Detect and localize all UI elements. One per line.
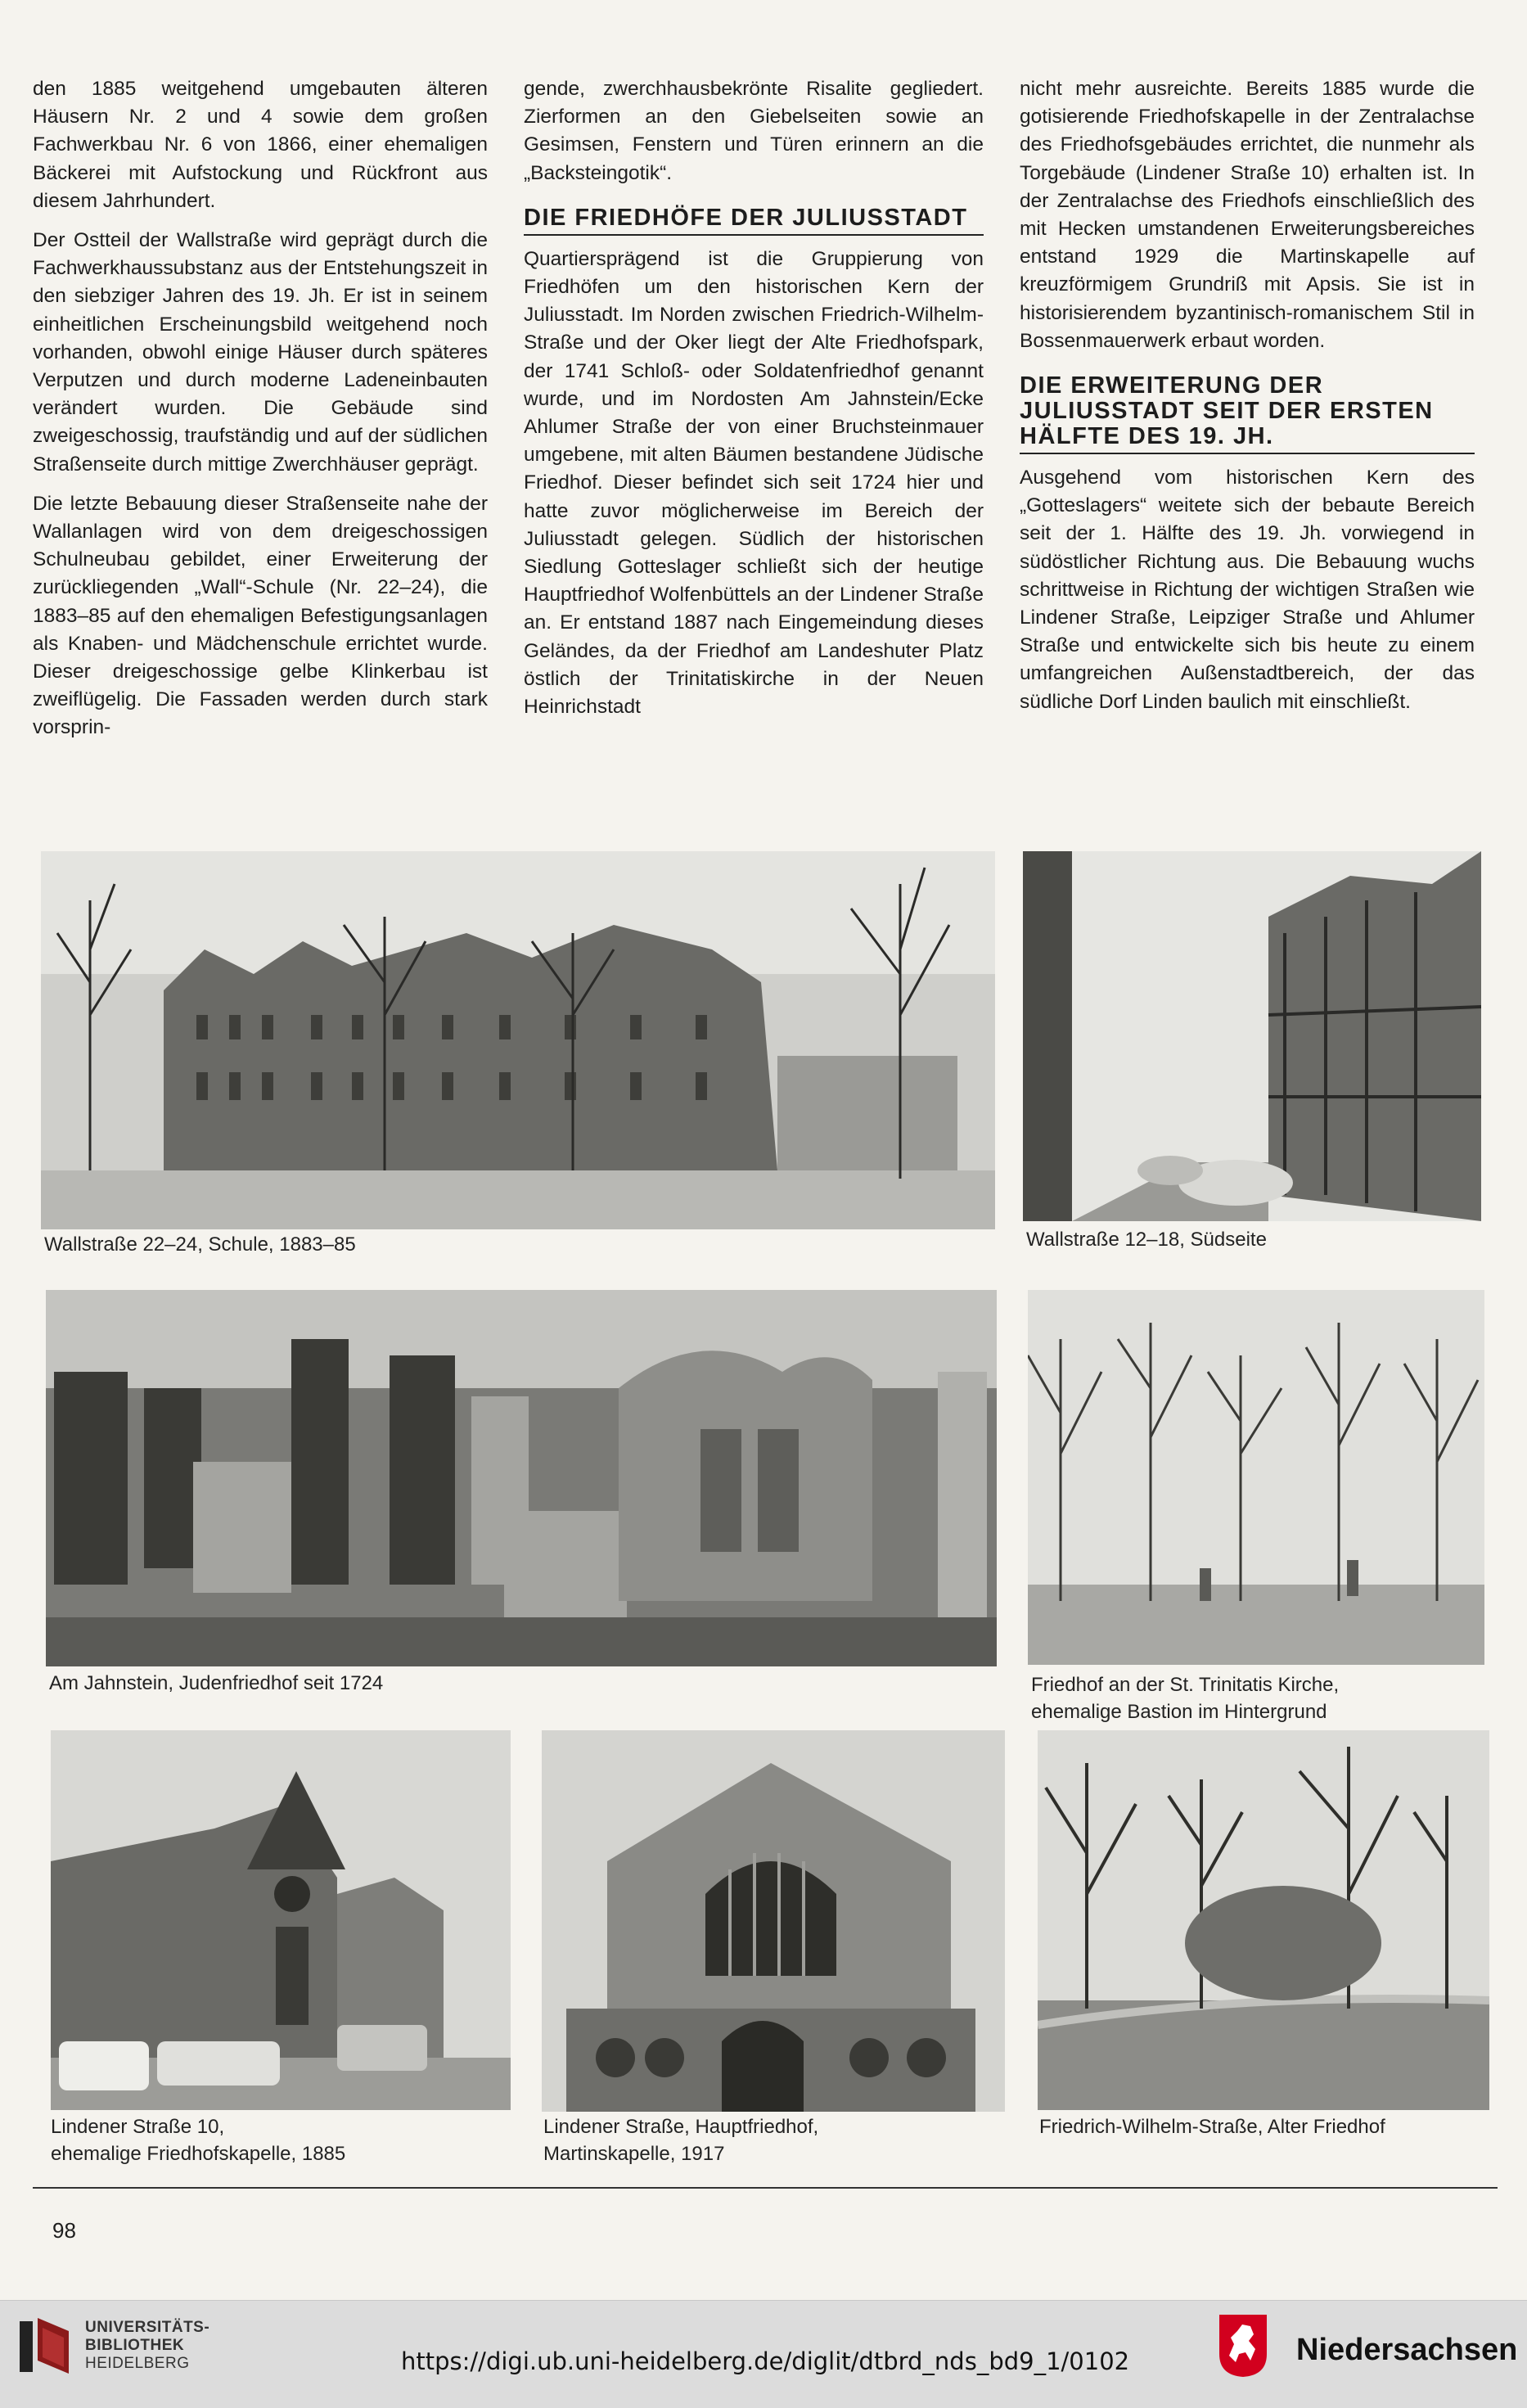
photo-caption xyxy=(1031,1671,1339,1725)
photo-caption xyxy=(51,2113,345,2167)
text-column-3 xyxy=(1020,75,1475,728)
text-column-2 xyxy=(524,75,984,733)
photo-caption: Wallstraße 22–24, Schule, 1883–85 xyxy=(44,1233,356,1256)
text-column-1 xyxy=(33,75,488,754)
photo-judenfriedhof xyxy=(46,1290,997,1666)
university-name xyxy=(85,2319,209,2373)
section-heading: DIE ERWEITERUNG DER JULIUSSTADT SEIT DER ERSTEN HÄLFTE DES 19. JH. xyxy=(1020,373,1475,454)
photo-wallstrasse-school xyxy=(41,851,995,1229)
photo-alter-friedhof xyxy=(1038,1730,1489,2110)
page-number: 98 xyxy=(52,2218,76,2243)
photo-caption xyxy=(543,2113,818,2167)
photo-caption: Wallstraße 12–18, Südseite xyxy=(1026,1229,1267,1251)
university-line: HEIDELBERG xyxy=(85,2355,190,2372)
university-line: BIBLIOTHEK xyxy=(85,2337,185,2354)
photo-friedhofskapelle xyxy=(51,1730,511,2110)
caption-line: Friedhof an der St. Trinitatis Kirche, xyxy=(1031,1674,1340,1696)
paragraph: Der Ostteil der Wallstraße wird geprägt durch die Fachwerkhaussubstanz aus der Entstehungszeit in den siebziger Jahren des 19. Jh. Er ist in seinem einheitlichen Erscheinungsbild weitgehend noch vorhanden, obwohl einige Häuser durch späteres Verputzen und durch moderne Ladeneinbauten verändert wurden. Die Gebäude sind zweigeschossig, traufständig und auf der südlichen Straßenseite durch mittige Zwerchhäuser geprägt. xyxy=(33,229,488,476)
photo-caption: Friedrich-Wilhelm-Straße, Alter Friedhof xyxy=(1039,2116,1385,2138)
page-divider xyxy=(33,2187,1498,2189)
caption-line: Lindener Straße 10, xyxy=(51,2116,225,2138)
caption-line: Lindener Straße, Hauptfriedhof, xyxy=(543,2116,819,2138)
paragraph: nicht mehr ausreichte. Bereits 1885 wurde die gotisierende Friedhofskapelle in der Zentralachse des Friedhofsgebäudes errichtet, die nunmehr als Torgebäude (Lindener Straße 10) erhalten ist. In der Zentralachse des Friedhofs einschließlich des mit Hecken umstandenen Erweiterungsbereiches entstand 1929 die Martinskapelle auf kreuzförmigem Grundriß mit Apsis. Sie ist in historisierendem byzantinisch-romanischem Stil in Bossenmauerwerk erbaut worden. xyxy=(1020,78,1475,352)
university-line: UNIVERSITÄTS- xyxy=(85,2319,210,2336)
state-name: Niedersachsen xyxy=(1296,2333,1518,2367)
caption-line: Martinskapelle, 1917 xyxy=(543,2143,725,2165)
caption-line: ehemalige Bastion im Hintergrund xyxy=(1031,1701,1327,1723)
photo-martinskapelle xyxy=(542,1730,1005,2112)
paragraph: Quartiersprägend ist die Gruppierung von Friedhöfen um den historischen Kern der Juliusstadt. Im Norden zwischen Friedrich-Wilhelm-Straße und der Oker liegt der Alte Friedhofspark, der 1741 Schloß- oder Soldatenfriedhof genannt wurde, und im Nordosten Am Jahnstein/Ecke Ahlumer Straße der von einer Bruchsteinmauer umgebene, mit alten Bäumen bestandene Jüdische Friedhof. Dieser befindet sich seit 1724 hier und hatte zuvor möglicherweise im Bereich der Juliusstadt gelegen. Südlich der historischen Siedlung Gotteslager schließt sich der heutige Hauptfriedhof Wolfenbüttels an der Lindener Straße an. Er entstand 1887 nach Eingemeindung dieses Geländes, da der Friedhof am Landeshuter Platz östlich der Trinitatiskirche in der Neuen Heinrichstadt xyxy=(524,247,984,719)
paragraph: Die letzte Bebauung dieser Straßenseite nahe der Wallanlagen wird von dem dreigeschossigen Schulneubau gebildet, einer Erweiterung der zurückliegenden „Wall“-Schule (Nr. 22–24), die 1883–85 auf den ehemaligen Befestigungsanlagen als Knaben- und Mädchenschule errichtet wurde. Dieser dreigeschossige gelbe Klinkerbau ist zweiflügelig. Die Fassaden werden durch stark vorsprin- xyxy=(33,492,488,739)
paragraph: den 1885 weitgehend umgebauten älteren Häusern Nr. 2 und 4 sowie dem großen Fachwerkbau Nr. 6 von 1866, einer ehemaligen Bäckerei mit Aufstockung und Rückfront aus diesem Jahrhundert. xyxy=(33,78,488,212)
section-heading: DIE FRIEDHÖFE DER JULIUSSTADT xyxy=(524,205,984,236)
photo-trinitatis-friedhof xyxy=(1028,1290,1484,1665)
photo-wallstrasse-street xyxy=(1023,851,1481,1221)
permalink-url[interactable]: https://digi.ub.uni-heidelberg.de/diglit/dtbrd_nds_bd9_1/0102 xyxy=(401,2347,1130,2375)
caption-line: ehemalige Friedhofskapelle, 1885 xyxy=(51,2143,346,2165)
niedersachsen-horse-icon xyxy=(1218,2313,1268,2379)
paragraph: gende, zwerchhausbekrönte Risalite gegliedert. Zierformen an den Giebelseiten sowie an Gesimsen, Fenstern und Türen erinnern an die „Backsteingotik“. xyxy=(524,78,984,184)
university-logo-icon xyxy=(18,2315,70,2377)
photo-caption: Am Jahnstein, Judenfriedhof seit 1724 xyxy=(49,1672,384,1694)
paragraph: Ausgehend vom historischen Kern des „Gotteslagers“ weitete sich der bebaute Bereich seit der 1. Hälfte des 19. Jh. vorwiegend in südöstlicher Richtung aus. Die Bebauung wuchs schrittweise in Richtung der wichtigen Straßen wie Lindener Straße, Leipziger Straße und Ahlumer Straße und entwickelte sich bis heute zu einem umfangreichen Außenstadtbereich, der das südliche Dorf Linden baulich mit einschließt. xyxy=(1020,467,1475,713)
